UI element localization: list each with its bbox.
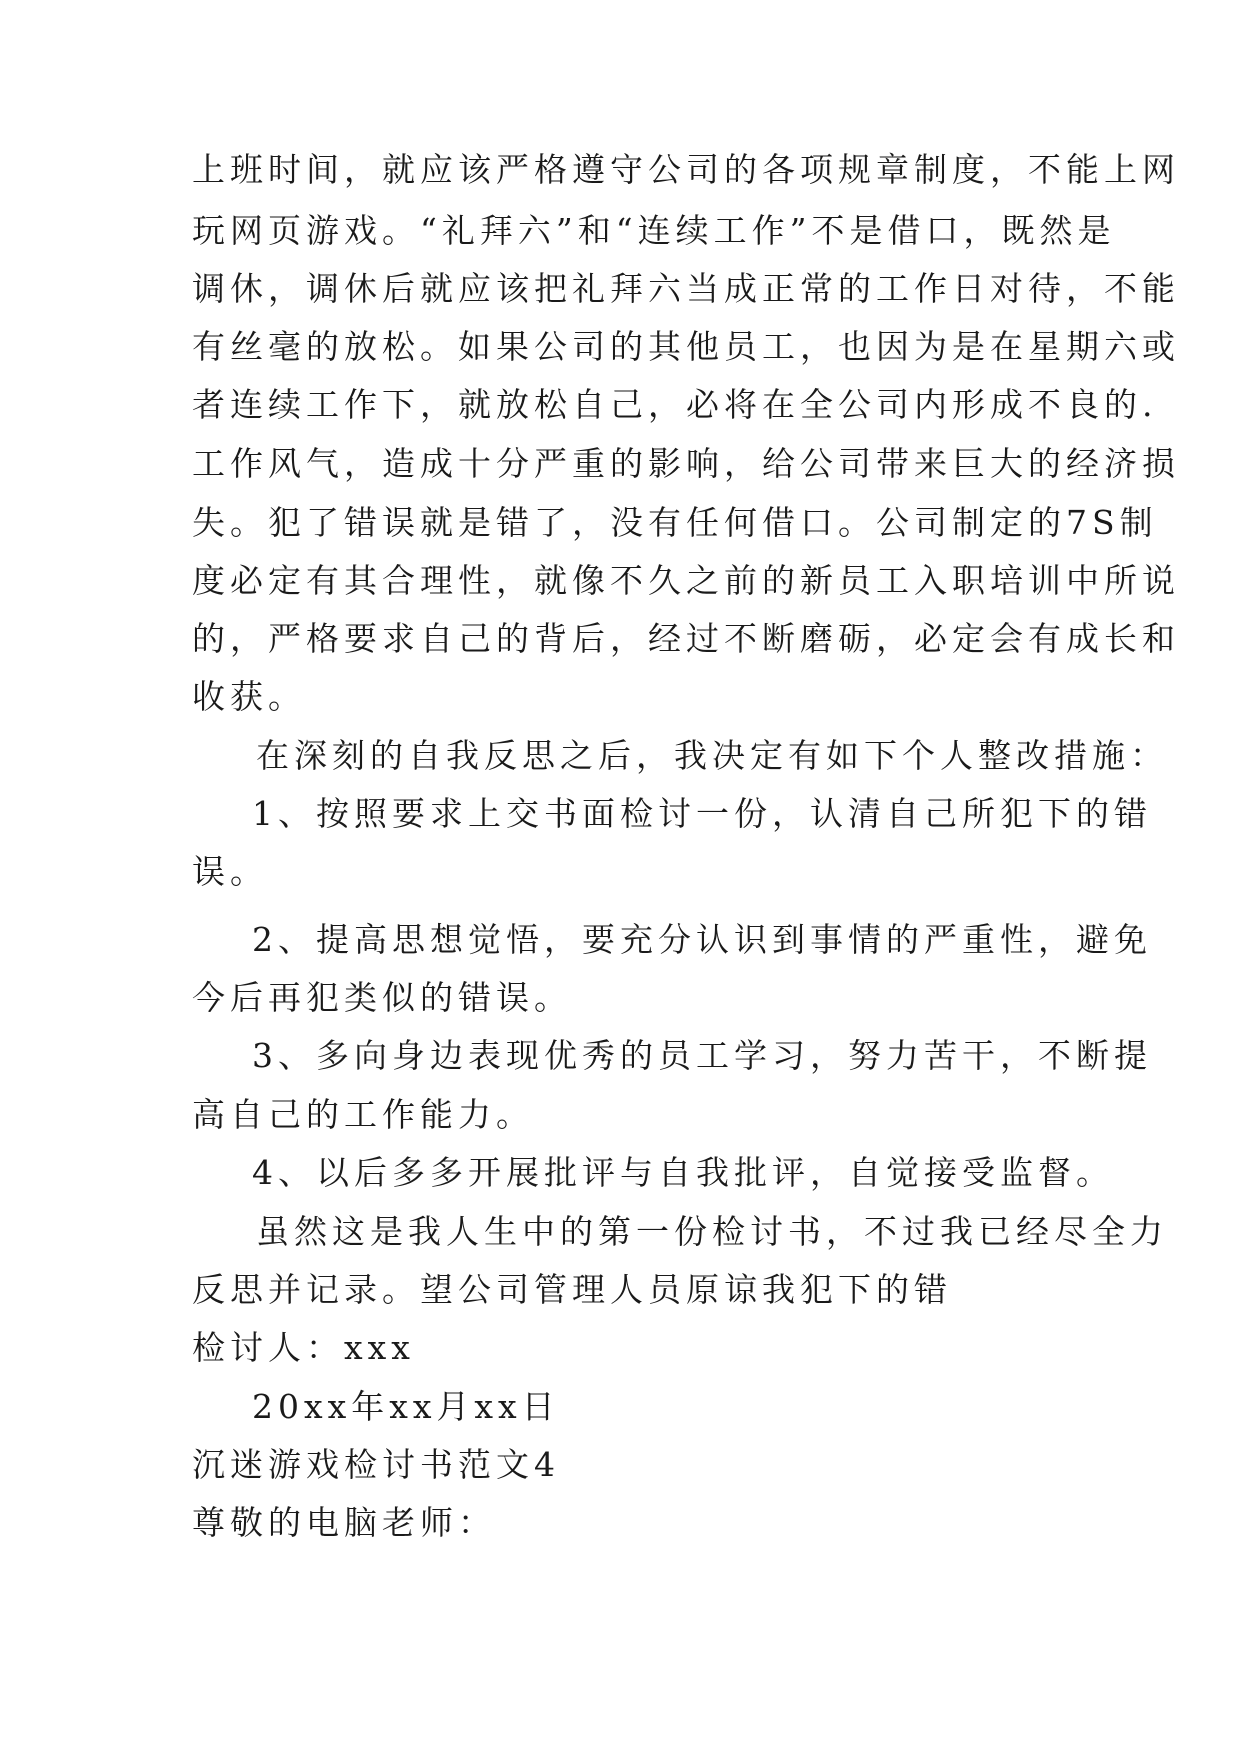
body-line: 玩网页游戏。“礼拜六”和“连续工作”不是借口，既然是	[192, 211, 1116, 250]
paragraph-line: 虽然这是我人生中的第一份检讨书，不过我已经尽全力	[256, 1212, 1168, 1251]
body-line: 有丝毫的放松。如果公司的其他员工，也因为是在星期六或	[192, 327, 1180, 366]
date-line: 20xx年xx月xx日	[252, 1387, 560, 1426]
body-line: 工作风气，造成十分严重的影响，给公司带来巨大的经济损	[192, 444, 1180, 483]
paragraph-line: 反思并记录。望公司管理人员原谅我犯下的错	[192, 1270, 952, 1309]
body-line: 者连续工作下，就放松自己，必将在全公司内形成不良的.	[192, 385, 1158, 424]
signature-line: 检讨人：xxx	[192, 1328, 415, 1367]
list-item-line: 4、以后多多开展批评与自我批评，自觉接受监督。	[252, 1153, 1114, 1192]
list-item-line: 今后再犯类似的错误。	[192, 978, 572, 1017]
body-line: 的，严格要求自己的背后，经过不断磨砺，必定会有成长和	[192, 619, 1180, 658]
body-line: 度必定有其合理性，就像不久之前的新员工入职培训中所说	[192, 561, 1180, 600]
paragraph-line: 在深刻的自我反思之后，我决定有如下个人整改措施：	[256, 736, 1168, 775]
list-item-line: 1、按照要求上交书面检讨一份，认清自己所犯下的错	[252, 794, 1152, 833]
list-item-line: 2、提高思想觉悟，要充分认识到事情的严重性，避免	[252, 920, 1152, 959]
list-item-line: 3、多向身边表现优秀的员工学习，努力苦干，不断提	[252, 1036, 1152, 1075]
body-line: 调休，调休后就应该把礼拜六当成正常的工作日对待，不能	[192, 269, 1180, 308]
body-line: 收获。	[192, 677, 306, 716]
list-item-line: 误。	[192, 852, 268, 891]
list-item-line: 高自己的工作能力。	[192, 1095, 534, 1134]
body-line: 失。犯了错误就是错了，没有任何借口。公司制定的7S制	[192, 503, 1158, 542]
salutation-line: 尊敬的电脑老师：	[192, 1503, 496, 1542]
body-line: 上班时间，就应该严格遵守公司的各项规章制度，不能上网	[192, 150, 1180, 189]
section-title: 沉迷游戏检讨书范文4	[192, 1445, 560, 1484]
